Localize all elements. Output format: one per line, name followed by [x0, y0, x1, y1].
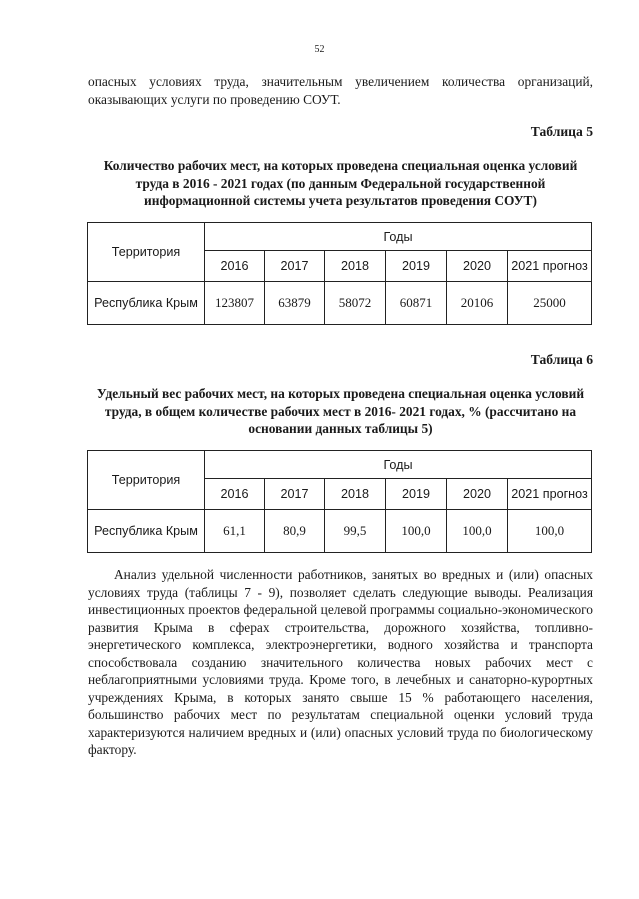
year-cell: 2016 [205, 479, 265, 510]
year-cell: 2017 [265, 251, 325, 282]
table-6-label: Таблица 6 [530, 352, 593, 367]
table-5 [87, 222, 592, 325]
header-years: Годы [205, 223, 592, 251]
year-cell: 2020 [447, 251, 508, 282]
header-territory: Территория [88, 223, 205, 282]
table-header-row [88, 451, 592, 479]
value-cell: 80,9 [265, 510, 325, 553]
table-header-row [88, 223, 592, 251]
year-cell: 2021 прогноз [508, 251, 592, 282]
year-cell: 2019 [386, 479, 447, 510]
table-row [88, 282, 592, 325]
value-cell: 63879 [265, 282, 325, 325]
intro-paragraph: опасных условиях труда, значительным увеличением количества организаций, оказывающих услуги по проведению СОУТ. [88, 74, 593, 107]
table-6 [87, 450, 592, 553]
header-years: Годы [205, 451, 592, 479]
year-cell: 2019 [386, 251, 447, 282]
table-5-label: Таблица 5 [530, 124, 593, 139]
value-cell: 100,0 [447, 510, 508, 553]
analysis-paragraph: Анализ удельной численности работников, занятых во вредных и (или) опасных условиях труда (таблицы 7 - 9), позволяет сделать следующие выводы. Реализация инвестиционных проектов федеральной целевой программы социально-экономического развития Крыма в сферах строительства, дорожного хозяйства, топливно-энергетического комплекса, электроэнергетики, водного хозяйства и транспорта способствовала созданию значительного количества новых рабочих мест с неблагоприятными условиями труда. Кроме того, в лечебных и санаторно-курортных учреждениях Крыма, в которых занято свыше 15 % работающего населения, большинство рабочих мест по результатам специальной оценки условий труда характеризуются наличием вредных и (или) опасных условий труда по биологическому фактору. [88, 567, 593, 757]
year-cell: 2020 [447, 479, 508, 510]
value-cell: 100,0 [386, 510, 447, 553]
table-5-caption: Количество рабочих мест, на которых проведена специальная оценка условий труда в 2016 - 2021 годах (по данным Федеральной государственной информационной системы учета результатов проведения СОУТ) [103, 158, 578, 208]
value-cell: 60871 [386, 282, 447, 325]
value-cell: 123807 [205, 282, 265, 325]
value-cell: 99,5 [325, 510, 386, 553]
value-cell: 25000 [508, 282, 592, 325]
table-row [88, 510, 592, 553]
value-cell: 100,0 [508, 510, 592, 553]
year-cell: 2017 [265, 479, 325, 510]
year-cell: 2018 [325, 251, 386, 282]
value-cell: 20106 [447, 282, 508, 325]
year-cell: 2021 прогноз [508, 479, 592, 510]
value-cell: 58072 [325, 282, 386, 325]
year-cell: 2016 [205, 251, 265, 282]
territory-cell: Республика Крым [88, 282, 205, 325]
value-cell: 61,1 [205, 510, 265, 553]
territory-cell: Республика Крым [88, 510, 205, 553]
page-number: 52 [314, 44, 325, 55]
year-cell: 2018 [325, 479, 386, 510]
table-6-caption: Удельный вес рабочих мест, на которых проведена специальная оценка условий труда, в общем количестве рабочих мест в 2016- 2021 годах, % (рассчитано на основании данных таблицы 5) [96, 386, 585, 436]
header-territory: Территория [88, 451, 205, 510]
